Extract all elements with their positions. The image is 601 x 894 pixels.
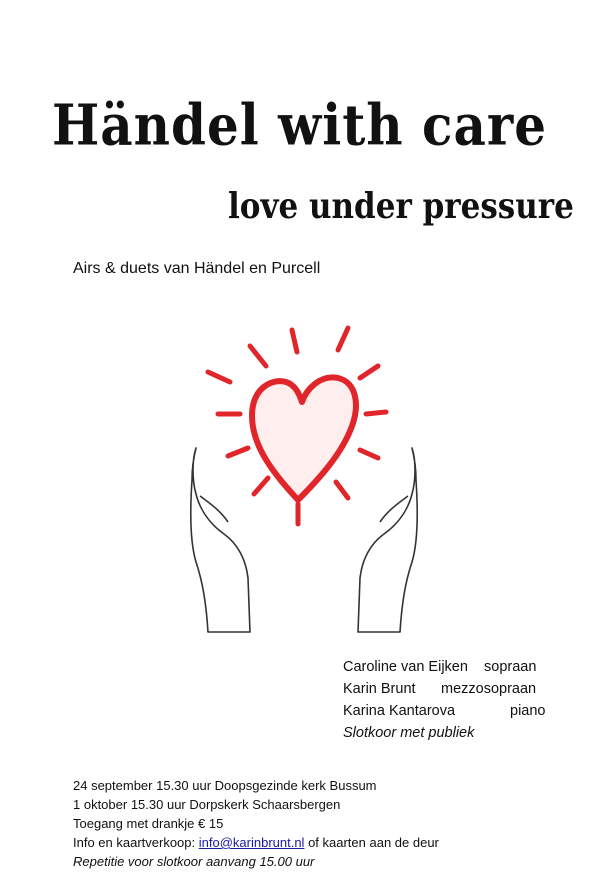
event-info	[73, 776, 439, 871]
closing-note: Slotkoor met publiek	[343, 725, 475, 741]
date-line-1: 24 september 15.30 uur Doopsgezinde kerk Bussum	[73, 778, 377, 793]
tagline: Airs & duets van Händel en Purcell	[73, 260, 321, 277]
poster-title: Händel with care	[52, 92, 548, 159]
contact-suffix: of kaarten aan de deur	[304, 835, 439, 850]
performer-role: mezzosopraan	[441, 681, 537, 697]
performer-name: Caroline van Eijken	[343, 659, 468, 675]
entry-line: Toegang met drankje € 15	[73, 816, 224, 831]
performer-row	[343, 700, 546, 722]
performers-list	[343, 656, 546, 744]
rehearsal-line: Repetitie voor slotkoor aanvang 15.00 uur	[73, 854, 315, 869]
contact-line	[73, 833, 439, 852]
performer-row	[343, 656, 537, 678]
performer-row	[343, 678, 537, 700]
performer-role: piano	[510, 703, 546, 719]
performer-role: sopraan	[484, 659, 537, 675]
contact-prefix: Info en kaartverkoop:	[73, 835, 199, 850]
contact-email-link[interactable]: info@karinbrunt.nl	[198, 835, 305, 850]
date-line-2: 1 oktober 15.30 uur Dorpskerk Schaarsbergen	[73, 797, 341, 812]
heart-hands-illustration	[180, 310, 430, 640]
performer-name: Karina Kantarova	[343, 703, 456, 719]
performer-name: Karin Brunt	[343, 681, 416, 697]
poster-subtitle: love under pressure	[228, 186, 574, 228]
